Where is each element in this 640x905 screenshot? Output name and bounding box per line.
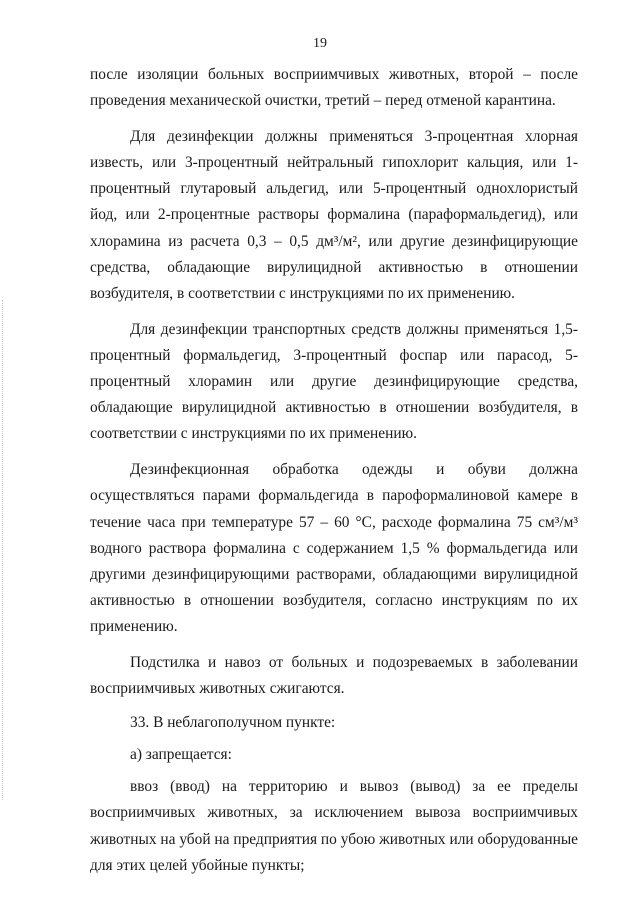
paragraph: 33. В неблагополучном пункте: [130,714,336,732]
paragraph: ввоз (ввод) на территорию и вывоз (вывод) за ее пределы восприимчивых животных, за исключением вывоза восприимчивых животных на убой на предприятия по убою животных или оборудованные для этих целей убойные пункты; [90,778,578,874]
paragraph: Подстилка и навоз от больных и подозреваемых в заболевании восприимчивых животных сжигаются. [90,653,578,698]
paragraph: после изоляции больных восприимчивых животных, второй – после проведения механической очистки, третий – перед отменой карантина. [90,66,578,110]
paragraph: а) запрещается: [130,746,232,764]
paragraph: Для дезинфекции должны применяться 3-процентная хлорная известь, или 3-процентный нейтральный гипохлорит кальция, или 1-процентный глутаровый альдегид, или 5-процентный однохлористый йод, или 2-процентные растворы формалина (параформальдегид), или хлорамина из расчета 0,3 – 0,5 дм³/м², или другие дезинфицирующие средства, обладающие вирулицидной активностью в отношении возбудителя, в соответствии с инструкциями по их применению. [90,128,578,302]
paragraph: Дезинфекционная обработка одежды и обуви должна осуществляться парами формальдегида в пароформалиновой камере в течение часа при температуре 57 – 60 °С, расходе формалина 75 см³/м³ водного раствора формалина с содержанием 1,5 % формальдегида или другими дезинфицирующими растворами, обладающими вирулицидной активностью в отношении возбудителя, согласно инструкциям по их применению. [90,461,578,635]
page-number: 19 [313,36,327,51]
document-body [90,62,578,879]
paragraph: Для дезинфекции транспортных средств должны применяться 1,5-процентный формальдегид, 3-процентный фоспар или парасод, 5-процентный хлорамин или другие дезинфицирующие средства, обладающие вирулицидной активностью в отношении возбудителя, в соответствии с инструкциями по их применению. [90,320,578,443]
scan-edge-marks [2,300,5,800]
